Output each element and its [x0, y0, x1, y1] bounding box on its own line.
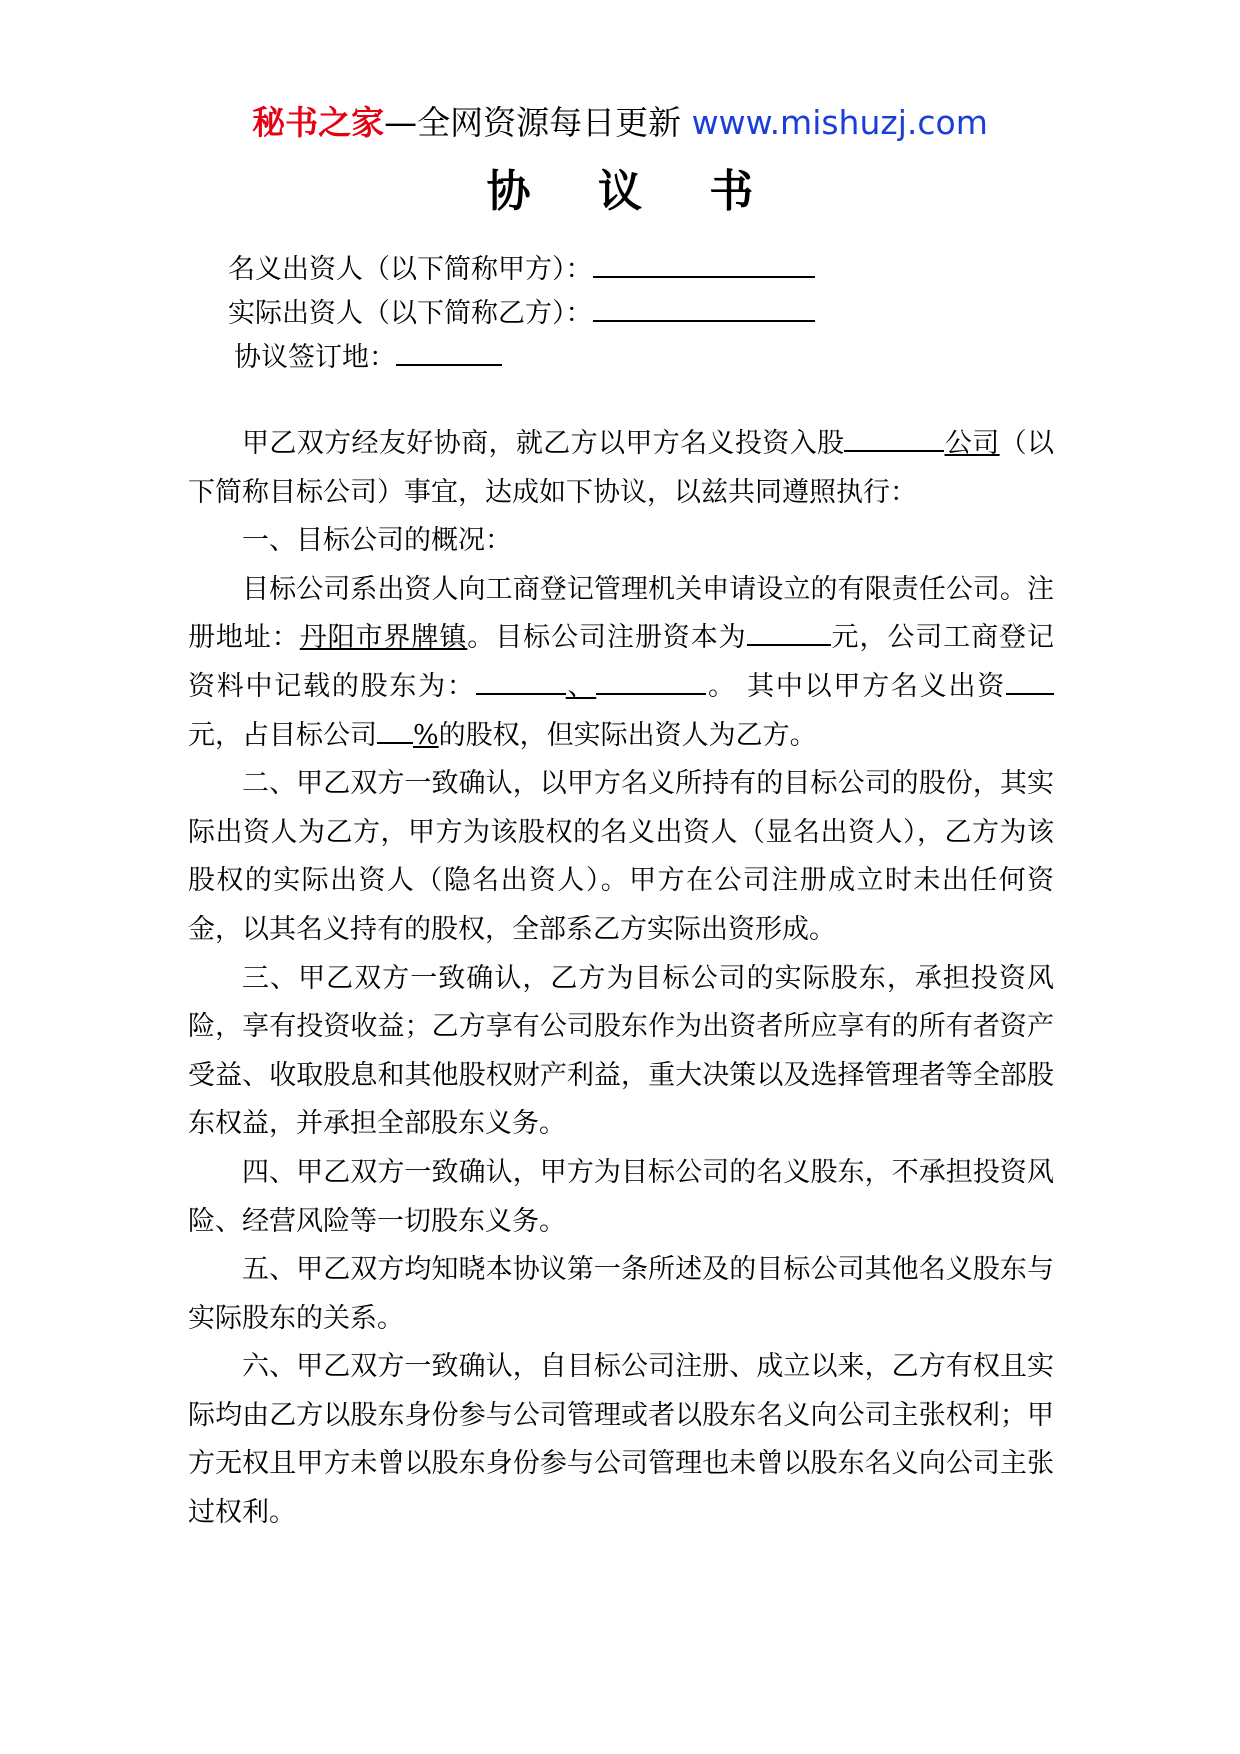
clause-2: 二、甲乙双方一致确认，以甲方名义所持有的目标公司的股份，其实际出资人为乙方，甲方为该股权的名义出资人（显名出资人），乙方为该股权的实际出资人（隐名出资人）。甲方在公司注册成立时未出任何资金，以其名义持有的股权，全部系乙方实际出资形成。 [188, 768, 1054, 945]
party-b-label: 实际出资人（以下简称乙方）： [228, 298, 593, 329]
header-tagline: —全网资源每日更新 [384, 103, 682, 142]
company-tail: 公司 [944, 428, 1000, 459]
section-1-paragraph [188, 566, 1054, 760]
section-1-heading: 一、目标公司的概况： [242, 525, 512, 557]
signing-place-label: 协议签订地： [234, 342, 396, 373]
clause-3: 三、甲乙双方一致确认，乙方为目标公司的实际股东，承担投资风险，享有投资收益；乙方享有公司股东作为出资者所应享有的所有者资产受益、收取股息和其他股权财产利益，重大决策以及选择管理者等全部股东权益，并承担全部股东义务。 [188, 962, 1054, 1140]
intro-text-1: 甲乙双方经友好协商，就乙方以甲方名义投资入股 [242, 428, 845, 459]
signing-place-line [234, 338, 502, 378]
clause-5: 五、甲乙双方均知晓本协议第一条所述及的目标公司其他名义股东与实际股东的关系。 [188, 1254, 1054, 1334]
signing-place-blank[interactable] [396, 338, 502, 366]
percent-blank[interactable] [377, 714, 413, 744]
section-1-text-5: 元，占目标公司 [188, 719, 377, 751]
company-name-blank[interactable] [844, 422, 944, 452]
registered-capital-blank[interactable] [747, 616, 831, 646]
brand-name: 秘书之家 [252, 103, 385, 142]
intro-text-2: （以下简称目标公司）事宜，达成如下协议，以兹共同遵照执行： [188, 428, 1055, 508]
shareholder-2-blank[interactable] [596, 665, 706, 695]
section-1-text-4: 。 其中以甲方名义出资 [706, 670, 1007, 702]
capital-amount-blank[interactable] [1006, 665, 1054, 695]
party-a-label: 名义出资人（以下简称甲方）： [228, 254, 593, 285]
party-b-line [228, 294, 815, 334]
section-1-text-3: 元，公司工商登记资料中记载的股东为： [188, 622, 1055, 702]
shareholder-separator: 、 [565, 670, 597, 702]
site-header [0, 100, 1240, 146]
section-1-text-2: 。目标公司注册资本为 [467, 622, 747, 654]
percent-sign: % [413, 719, 439, 751]
intro-paragraph [188, 420, 1054, 517]
clause-6: 六、甲乙双方一致确认，自目标公司注册、成立以来，乙方有权且实际均由乙方以股东身份参与公司管理或者以股东名义向公司主张权利；甲方无权且甲方未曾以股东身份参与公司管理也未曾以股东名义向公司主张过权利。 [188, 1351, 1054, 1529]
section-1-text-1: 目标公司系出资人向工商登记管理机关申请设立的有限责任公司。注册地址： [188, 573, 1054, 654]
section-1-text-6: 的股权，但实际出资人为乙方。 [438, 719, 817, 751]
party-a-line [228, 250, 815, 290]
party-b-blank[interactable] [593, 294, 815, 322]
document-title: 协 议 书 [486, 166, 780, 217]
party-a-blank[interactable] [593, 250, 815, 278]
shareholder-1-blank[interactable] [476, 665, 566, 695]
clause-4: 四、甲乙双方一致确认，甲方为目标公司的名义股东，不承担投资风险、经营风险等一切股东义务。 [188, 1156, 1054, 1237]
website-link[interactable]: www.mishuzj.com [691, 103, 988, 142]
agreement-body [188, 420, 1054, 1538]
registered-address: 丹阳市界牌镇 [299, 622, 468, 654]
